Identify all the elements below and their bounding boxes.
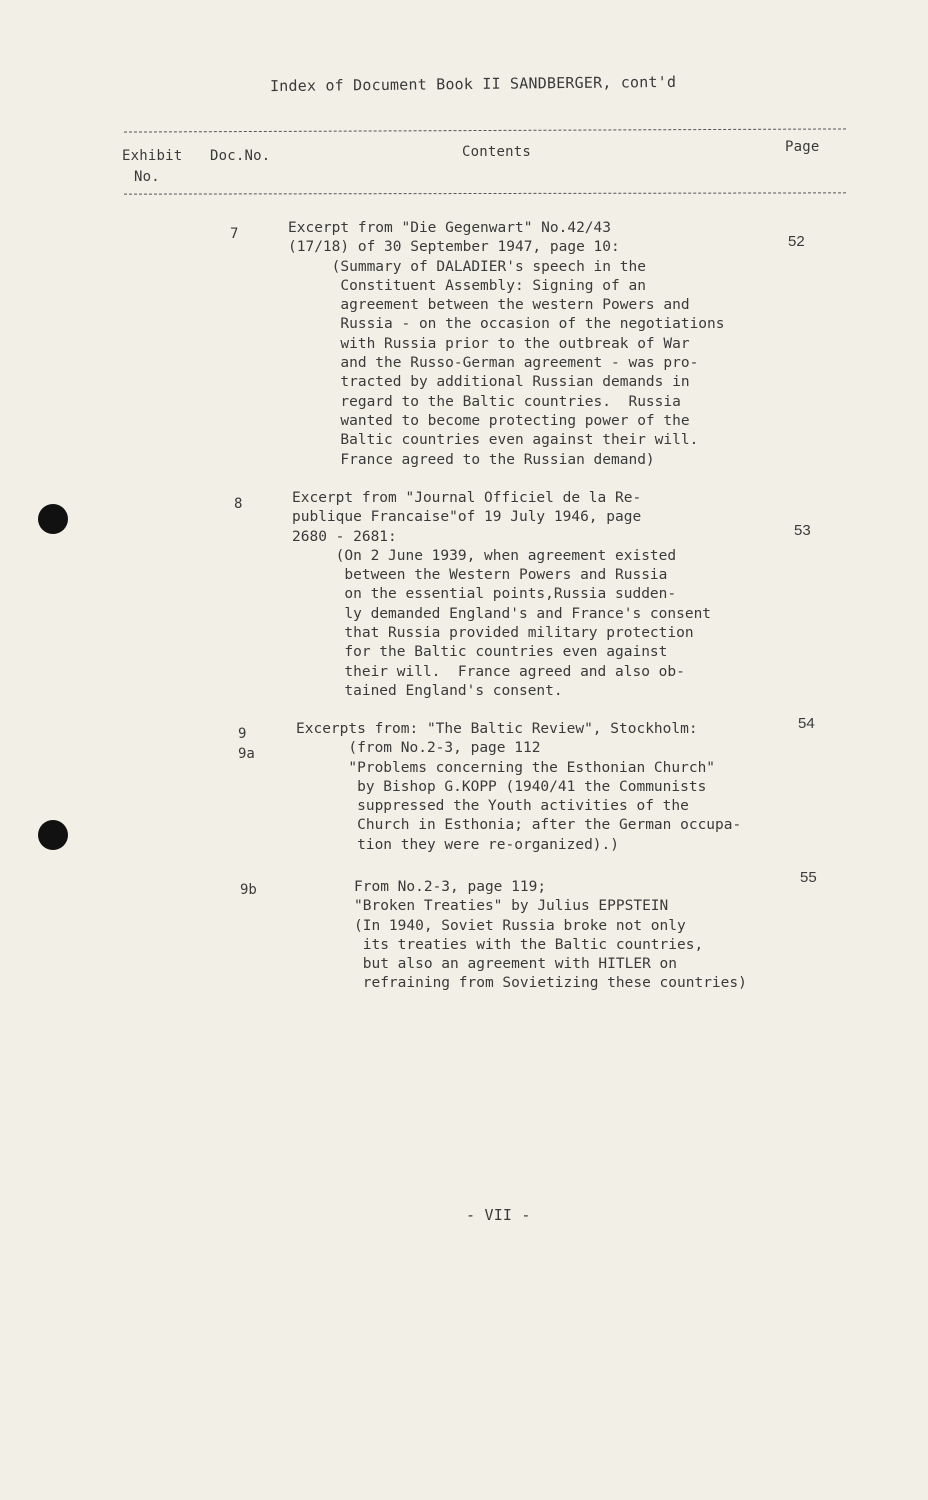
- entry-line: Excerpt from "Journal Officiel de la Re-: [292, 490, 642, 506]
- entry-line: their will. France agreed and also ob-: [292, 663, 685, 680]
- entry-line: tained England's consent.: [292, 682, 563, 699]
- punch-hole-icon: [38, 820, 68, 850]
- page-number: 53: [794, 522, 811, 539]
- entry-line: (from No.2-3, page 112: [296, 740, 541, 757]
- entry-line: on the essential points,Russia sudden-: [292, 586, 677, 603]
- entry-line: suppressed the Youth activities of the: [296, 798, 689, 815]
- entry-line: From No.2-3, page 119;: [354, 879, 547, 895]
- entry-line: Excerpts from: "The Baltic Review", Stockholm:: [296, 721, 698, 737]
- entry-line: Baltic countries even against their will.: [288, 432, 699, 449]
- entry-text: [292, 489, 711, 701]
- punch-hole-icon: [38, 504, 68, 534]
- entry-line: publique Francaise"of 19 July 1946, page: [292, 509, 642, 526]
- entry-line: regard to the Baltic countries. Russia: [288, 393, 681, 410]
- exhibit-number: 7: [230, 226, 239, 242]
- entry-line: Excerpt from "Die Gegenwart" No.42/43: [288, 220, 612, 236]
- entry-line: 2680 - 2681:: [292, 528, 397, 545]
- entry-line: (17/18) of 30 September 1947, page 10:: [288, 239, 620, 256]
- page-number: 55: [800, 869, 817, 886]
- entry-text: [296, 720, 741, 855]
- entry-line: (Summary of DALADIER's speech in the: [288, 258, 646, 275]
- docno-column-header: Doc.No.: [210, 148, 271, 164]
- entry-line: "Problems concerning the Esthonian Church": [296, 759, 716, 776]
- entry-line: (In 1940, Soviet Russia broke not only: [354, 917, 686, 934]
- exhibit-number: 8: [234, 496, 243, 512]
- entry-line: agreement between the western Powers and: [288, 297, 690, 314]
- exhibit-number-sub: 9a: [238, 746, 255, 762]
- page-number: 54: [798, 715, 815, 732]
- page-column-header: Page: [785, 139, 820, 155]
- entry-line: Russia - on the occasion of the negotiations: [288, 316, 725, 333]
- entry-line: tracted by additional Russian demands in: [288, 374, 690, 391]
- entry-line: for the Baltic countries even against: [292, 644, 668, 661]
- entry-line: but also an agreement with HITLER on: [354, 956, 678, 973]
- entry-line: tion they were re-organized).): [296, 836, 620, 853]
- entry-text: [288, 219, 725, 470]
- entry-line: Church in Esthonia; after the German occupa-: [296, 817, 742, 834]
- page-title: Index of Document Book II SANDBERGER, cont'd: [269, 72, 677, 96]
- page-number: 52: [788, 233, 805, 250]
- exhibit-number: 9b: [240, 882, 257, 898]
- entry-line: with Russia prior to the outbreak of War: [288, 335, 690, 352]
- exhibit-number: 9: [238, 726, 247, 742]
- contents-column-header: Contents: [462, 144, 532, 160]
- entry-line: France agreed to the Russian demand): [288, 451, 655, 468]
- entry-line: by Bishop G.KOPP (1940/41 the Communists: [296, 778, 707, 795]
- entry-line: (On 2 June 1939, when agreement existed: [292, 547, 677, 564]
- entry-text: [354, 878, 747, 994]
- entry-line: its treaties with the Baltic countries,: [354, 936, 704, 953]
- header-top-rule: [124, 128, 846, 132]
- entry-line: ly demanded England's and France's consent: [292, 605, 712, 622]
- entry-line: that Russia provided military protection: [292, 625, 694, 642]
- page-footer-number: - VII -: [466, 1206, 531, 1224]
- exhibit-header-line2: No.: [134, 169, 160, 185]
- exhibit-column-header: [122, 146, 202, 188]
- entry-line: "Broken Treaties" by Julius EPPSTEIN: [354, 898, 669, 915]
- header-bottom-rule: [124, 192, 846, 194]
- entry-line: between the Western Powers and Russia: [292, 567, 668, 584]
- entry-line: refraining from Sovietizing these countries): [354, 975, 747, 992]
- exhibit-header-line1: Exhibit: [122, 148, 183, 164]
- entry-line: and the Russo-German agreement - was pro-: [288, 355, 699, 372]
- entry-line: wanted to become protecting power of the: [288, 412, 690, 429]
- entry-line: Constituent Assembly: Signing of an: [288, 277, 646, 294]
